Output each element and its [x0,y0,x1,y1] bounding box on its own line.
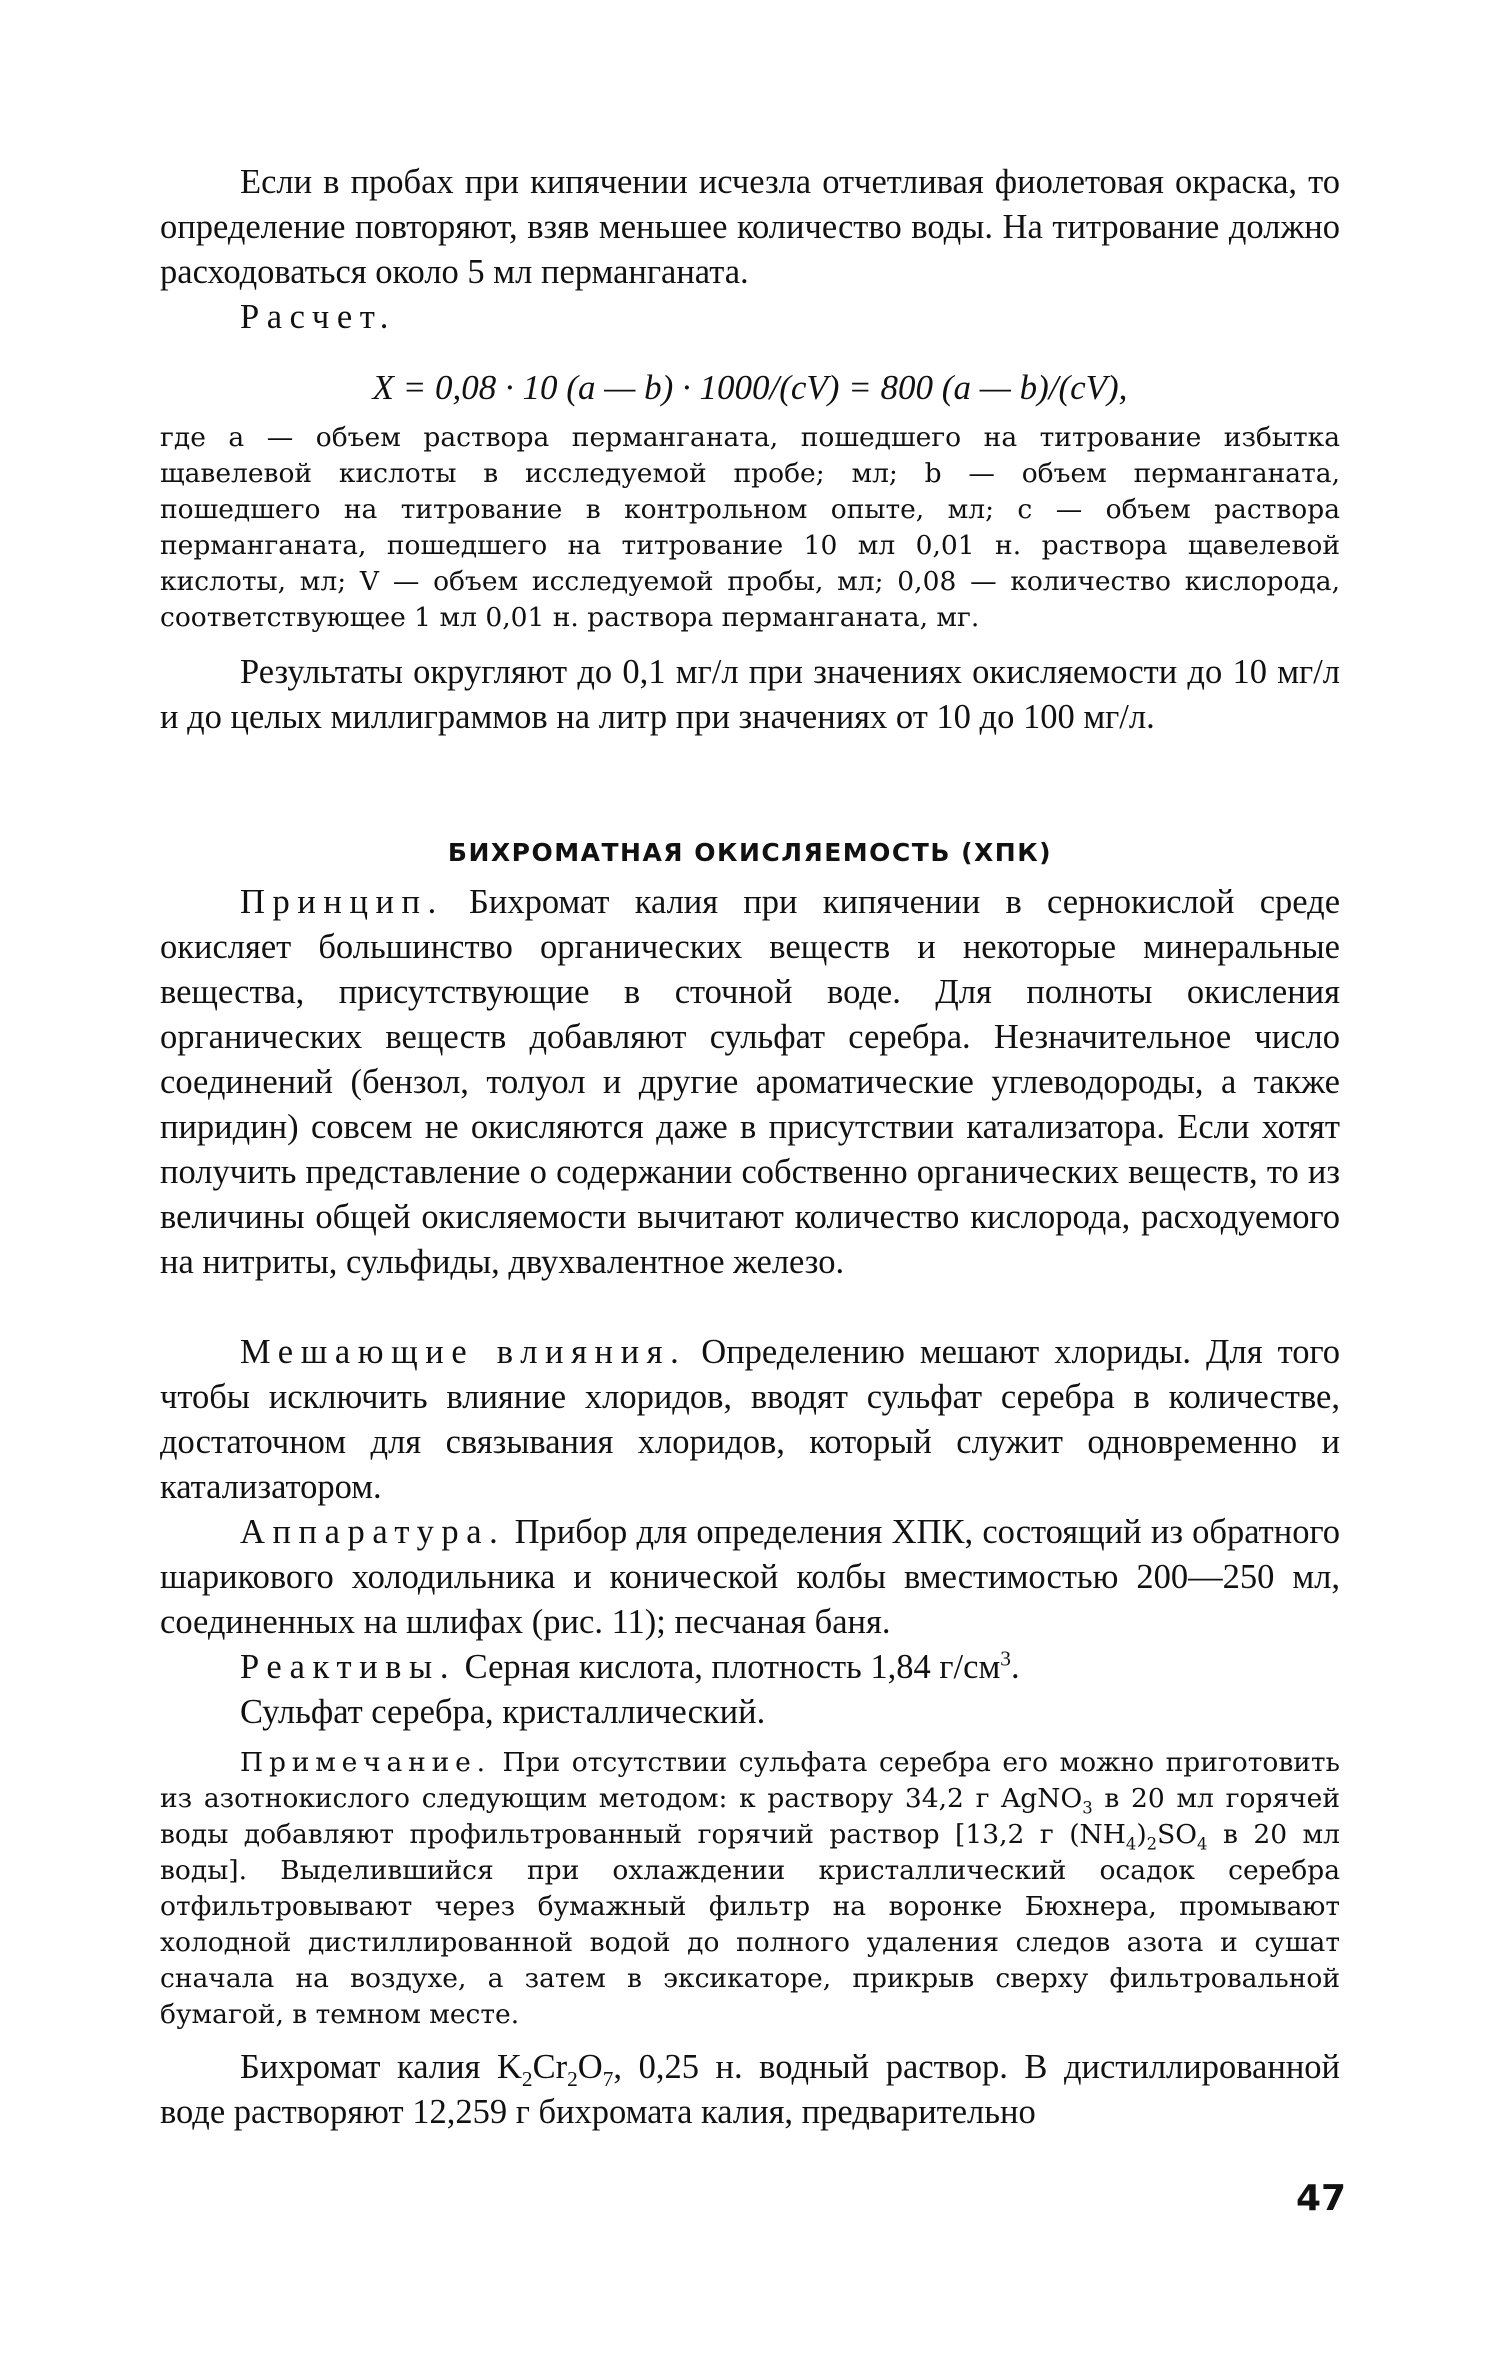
note-block: Примечание. При отсутствии сульфата серебра его можно приготовить из азотнокислого следующим методом: к раствору 34,2 г AgNO$_3$ в 20 мл горячей воды добавляют профильтрованный горячий раствор [13,2 г $(NH_4)_2SO_4$ в 20 мл воды]. Выделившийся при охлаждении кристаллический осадок серебра отфильтровывают через бумажный фильтр на воронке Бюхнера, промывают холодной дистиллированной водой до полного удаления следов азота и сушат сначала на воздухе, а затем в эксикаторе, прикрыв сверху фильтровальной бумагой, в темном месте. [160,1747,1340,2030]
reagents-label: Реактивы. [240,1648,457,1686]
dichromate-paragraph: Бихромат калия $K_2Cr_2O_7$, 0,25 н. водный раствор. В дистиллированной воде растворяют 12,259 г бихромата калия, предварительно [160,2048,1341,2131]
results-paragraph: Результаты округляют до 0,1 мг/л при значениях окисляемости до 10 мг/л и до целых миллиграммов на литр при значениях от 10 до 100 мг/л. [160,653,1340,736]
calc-label: Расчет. [240,298,397,336]
apparatus-paragraph: Аппаратура. Прибор для определения ХПК, состоящий из обратного шарикового холодильника и конической колбы вместимостью 200—250 мл, соединенных на шлифах (рис. 11); песчаная баня. [160,1513,1340,1641]
formula: X = 0,08 · 10 (a — b) · 1000/(cV) = 800 (a — b)/(cV), [372,368,1128,407]
paragraph-repeat-determination: Если в пробах при кипячении исчезла отчетливая фиолетовая окраска, то определение повторяют, взяв меньшее количество воды. На титрование должно расходоваться около 5 мл перманганата. Расчет. [160,160,1340,340]
reagents-paragraph: Реактивы. Серная кислота, плотность 1,84 $г/см^3$. Сульфат серебра, кристаллический. [160,1645,1340,1735]
interference-label: Мешающие влияния. [240,1333,687,1371]
formula-definitions: где a — объем раствора перманганата, пошедшего на титрование избытка щавелевой кислоты в исследуемой пробе; мл; b — объем перманганата, пошедшего на титрование в контрольном опыте, мл; c — объем раствора перманганата, пошедшего на титрование 10 мл 0,01 н. раствора щавелевой кислоты, мл; V — объем исследуемой пробы, мл; 0,08 — количество кислорода, соответствующее 1 мл 0,01 н. раствора перманганата, мг. [160,422,1340,633]
note-label: Примечание. [240,1747,491,1778]
apparatus-label: Аппаратура. [240,1513,506,1551]
section-heading: БИХРОМАТНАЯ ОКИСЛЯЕМОСТЬ (ХПК) [447,838,1053,867]
principle-label: Принцип. [240,883,444,921]
silver-sulfate-line: Сульфат серебра, кристаллический. [240,1693,766,1731]
page-number: 47 [1296,2178,1347,2219]
principle-paragraph: Принцип. Бихромат калия при кипячении в сернокислой среде окисляет большинство органических веществ и некоторые минеральные вещества, присутствующие в сточной воде. Для полноты окисления органических веществ добавляют сульфат серебра. Незначительное число соединений (бензол, толуол и другие ароматические углеводороды, а также пиридин) совсем не окисляются даже в присутствии катализатора. Если хотят получить представление о содержании собственно органических веществ, то из величины общей окисляемости вычитают количество кислорода, расходуемого на нитриты, сульфиды, двухвалентное железо. [160,883,1341,1281]
interference-paragraph: Мешающие влияния. Определению мешают хлориды. Для того чтобы исключить влияние хлоридов, вводят сульфат серебра в количестве, достаточном для связывания хлоридов, который служит одновременно и катализатором. [160,1333,1340,1506]
